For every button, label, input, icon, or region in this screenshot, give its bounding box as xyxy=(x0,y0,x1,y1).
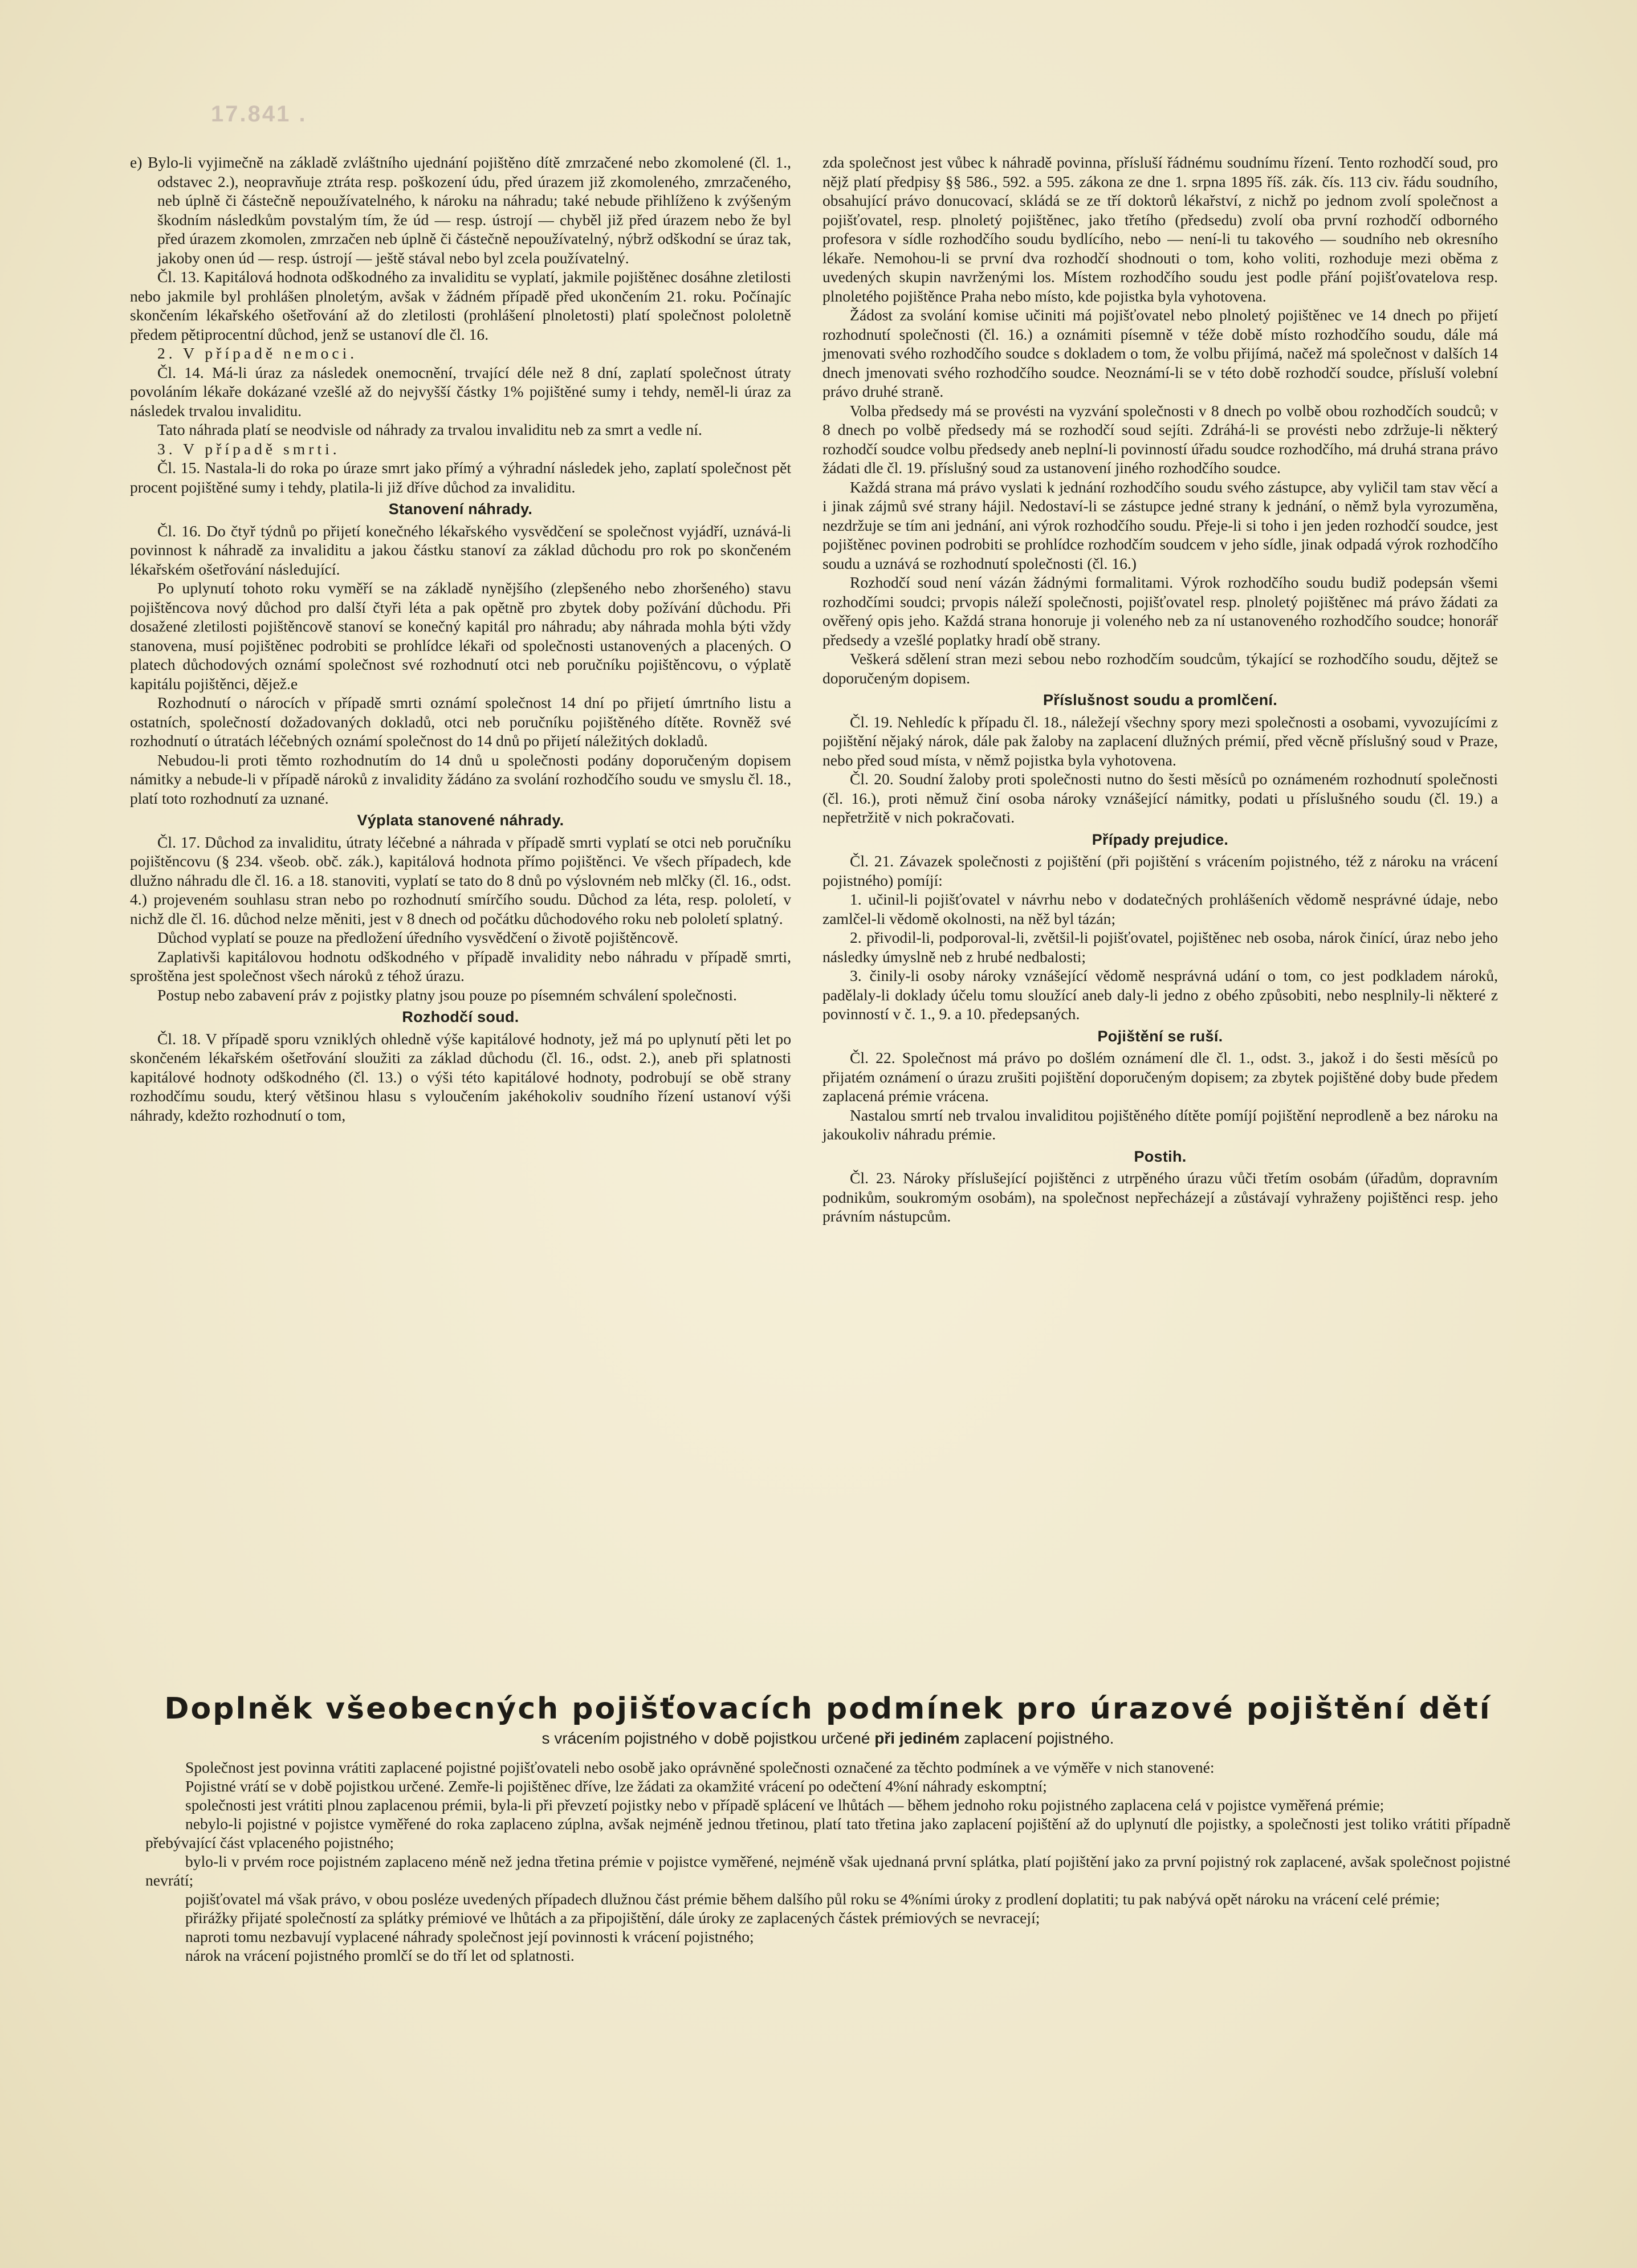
paragraph: Rozhodčí soud není vázán žádnými formalitami. Výrok rozhodčího soudu budiž podepsán všemi rozhodčími soudci; prvopis náleží společnosti, pojišťovatel resp. plnoletý pojištěnec má právo žádati za ověřený opis jeho. Každá strana honoruje ji voleného neb za ní ustanoveného rozhodčího soudce; honorář předsedy a vzešlé poplatky hradí obě strany. xyxy=(822,573,1498,649)
supplement-paragraph: společnosti jest vrátiti plnou zaplacenou prémii, byla-li při převzetí pojistky nebo v případě splácení ve lhůtách — během jednoho roku pojistného zaplacena celá v pojistce vyměřená prémie; xyxy=(185,1796,1384,1814)
paragraph: 3. V případě smrti. xyxy=(157,439,340,458)
paragraph: 2. V případě nemoci. xyxy=(157,344,358,362)
paragraph: Tato náhrada platí se neodvisle od náhrady za trvalou invaliditu neb za smrt a vedle ní. xyxy=(157,421,702,438)
paragraph: Čl. 21. Závazek společnosti z pojištění (při pojištění s vrácením pojistného, též z nároku na vrácení pojistného) pomíjí: xyxy=(822,852,1498,889)
supplement-title: Doplněk všeobecných pojišťovacích podmínek pro úrazové pojištění dětí xyxy=(164,1692,1492,1726)
subtitle-part-1: s vrácením pojistného v době pojistkou určené xyxy=(541,1729,870,1747)
paragraph: Volba předsedy má se provésti na vyzvání společnosti v 8 dnech po volbě obou rozhodčích soudců; v 8 dnech po volbě předsedy má se rozhodčí soud sejíti. Zdráhá-li se provésti nebo zdržuje-li některý rozhodčí soudce volbu předsedy aneb neplní-li povinností úřadu soudce rozhodčího, má druhá strana právo žádati dle čl. 19. příslušný soud za ustanovení jiného rozhodčího soudce. xyxy=(822,401,1498,477)
supplement-paragraph: Pojistné vrátí se v době pojistkou určené. Zemře-li pojištěnec dříve, lze žádati za okamžité vrácení po odečtení 4%ní náhrady eskomptní; xyxy=(185,1777,1047,1795)
subtitle-part-2: zaplacení pojistného. xyxy=(964,1729,1114,1747)
paragraph: Čl. 19. Nehledíc k případu čl. 18., náležejí všechny spory mezi společnosti a osobami, vyvozujícími z pojištění nějaký nárok, dále pak žaloby na zaplacení dlužných prémií, před věcně příslušný soud v Praze, nebo před soud místa, v němž pojistka byla vyhotovena. xyxy=(822,712,1498,769)
paragraph: 2. přivodil-li, podporoval-li, zvětšil-li pojišťovatel, pojištěnec neb osoba, nárok činící, úraz nebo jeho následky úmyslně neb z hrubé nedbalosti; xyxy=(822,929,1498,966)
supplement-section xyxy=(145,1692,1510,1965)
paragraph: Čl. 16. Do čtyř týdnů po přijetí konečného lékařského vysvědčení se společnost vyjádří, uznává-li povinnost k náhradě za invaliditu a jakou částku stanoví za základ důchodu pro rok po skončeném lékařském ošetřování následující. xyxy=(130,522,791,578)
paragraph: zda společnost jest vůbec k náhradě povinna, přísluší řádnému soudnímu řízení. Tento rozhodčí soud, pro nějž platí předpisy §§ 586., 592. a 595. zákona ze dne 1. srpna 1895 říš. zák. čís. 113 civ. řádu soudního, obsahující právo donucovací, skládá se ze tří doktorů lékařství, z nichž po jednom zvolí společnost a pojišťovatel, resp. plnoletý pojištěnec, jako třetího (předsedu) zvolí oba první rozhodčí odborného profesora v sídle rozhodčího soudu bydlícího, nebo — není-li tu takového — soudního neb okresního lékaře. Nemohou-li se první dva rozhodčí shodnouti o tom, koho voliti, rozhoduje mezi oběma z uvedených skupin navrženými los. Místem rozhodčího soudu jest podle přání pojišťovatelova resp. plnoletého pojištěnce Praha nebo místo, kde pojistka byla vyhotovena. xyxy=(822,153,1498,305)
right-column xyxy=(822,153,1498,1226)
paragraph: Čl. 14. Má-li úraz za následek onemocnění, trvající déle než 8 dní, zaplatí společnost útraty povoláním lékaře dokázané vzešlé až do nejvyšší částky 1% pojištěné sumy i tehdy, neměl-li úraz za následek trvalou invaliditu. xyxy=(130,363,791,420)
paragraph: Čl. 20. Soudní žaloby proti společnosti nutno do šesti měsíců po oznámeném rozhodnutí společnosti (čl. 16.), proti němuž činí osoba nároky vznášející námitky, podati u příslušného soudu (čl. 19.) a nepřetržitě v nich pokračovati. xyxy=(822,770,1498,826)
section-heading: Stanovení náhrady. xyxy=(388,500,533,518)
paragraph: Čl. 23. Nároky příslušející pojištěnci z utrpěného úrazu vůči třetím osobám (úřadům, dopravním podnikům, soukromým osobám), na společnost nepřecházejí a zůstávají vyhraženy pojištěnci resp. jeho právním nástupcům. xyxy=(822,1169,1498,1225)
paragraph: Čl. 22. Společnost má právo po došlém oznámení dle čl. 1., odst. 3., jakož i do šesti měsíců po přijatém oznámení o úrazu zrušiti pojištění doporučeným dopisem; za zbytek pojištěné doby bude předem zaplacená prémie vrácena. xyxy=(822,1049,1498,1105)
supplement-paragraph: nebylo-li pojistné v pojistce vyměřené do roka zaplaceno zúplna, avšak nejméně jednou třetinou, platí tato třetina jako zaplacení pojištění až do uplynutí dle pojistky, a společnosti jest toliko vrátiti případně přebývající část vplaceného pojistného; xyxy=(145,1815,1510,1851)
supplement-body xyxy=(145,1758,1510,1965)
paragraph: Čl. 13. Kapitálová hodnota odškodného za invaliditu se vyplatí, jakmile pojištěnec dosáhne zletilosti nebo jakmile byl prohlášen plnoletým, avšak v žádném případě před ukončením 21. roku. Počínajíc skončením lékařského ošetřování až do zletilosti (prohlášení plnoletosti) platí společnost pololetně předem pětiprocentní důchod, jenž se ustanoví dle čl. 16. xyxy=(130,268,791,343)
faded-stamp: 17.841 . xyxy=(211,101,307,127)
supplement-paragraph: pojišťovatel má však právo, v obou posléze uvedených případech dlužnou část prémie během dalšího půl roku se 4%ními úroky z prodlení doplatiti; tu pak nabývá opět nároku na vrácení celé prémie; xyxy=(185,1890,1440,1908)
supplement-paragraph: přirážky přijaté společností za splátky prémiové ve lhůtách a za připojištění, dále úroky ze zaplacených částek prémiových se nevracejí; xyxy=(185,1909,1040,1927)
paragraph: Čl. 17. Důchod za invaliditu, útraty léčebné a náhrada v případě smrti vyplatí se otci neb poručníku pojištěncovu (§ 234. všeob. obč. zák.), kapitálová hodnota přímo pojištěnci. Ve všech případech, kde dlužno náhradu dle čl. 16. a 18. stanoviti, vyplatí se tato do 8 dnů po výslovném neb mlčky (čl. 16., odst. 4.) projeveném souhlasu stran nebo po rozhodnutí smírčího soudu. Důchod za léta, resp. pololetí, v nichž dle čl. 16. důchod nelze měniti, jest v 8 dnech od počátku důchodového roku neb pololetí splatný. xyxy=(130,833,791,927)
paragraph: Nebudou-li proti těmto rozhodnutím do 14 dnů u společnosti podány doporučeným dopisem námitky a nebude-li v případě nároků z invalidity žádáno za svolání rozhodčího soudu ve smyslu čl. 18., platí toto rozhodnutí za uznané. xyxy=(130,751,791,807)
paragraph: 3. činily-li osoby nároky vznášející vědomě nesprávná udání o tom, co jest podkladem nároků, padělaly-li doklady účelu tomu sloužící aneb daly-li jedno z obého způsobiti, nebo nesplnily-li některé z povinností v č. 1., 9. a 10. předepsaných. xyxy=(822,967,1498,1023)
section-heading: Postih. xyxy=(1134,1147,1187,1165)
subtitle-bold: při jediném xyxy=(874,1729,960,1747)
paragraph: 1. učinil-li pojišťovatel v návrhu nebo v dodatečných prohlášeních vědomě nesprávné údaje, nebo zamlčel-li vědomě okolnosti, na něž byl tázán; xyxy=(822,890,1498,927)
paragraph: Důchod vyplatí se pouze na předložení úředního vysvědčení o životě pojištěncově. xyxy=(157,929,679,946)
supplement-subtitle xyxy=(145,1729,1510,1748)
supplement-paragraph: Společnost jest povinna vrátiti zaplacené pojistné pojišťovateli nebo osobě jako oprávněné společnosti označené za těchto podmínek a ve výměře v nich stanovené: xyxy=(185,1758,1215,1776)
paragraph: Nastalou smrtí neb trvalou invaliditou pojištěného dítěte pomíjí pojištění neprodleně a bez nároku na jakoukoliv náhradu prémie. xyxy=(822,1106,1498,1143)
paragraph: Čl. 18. V případě sporu vzniklých ohledně výše kapitálové hodnoty, jež má po uplynutí pěti let po skončeném lékařském ošetřování sloužiti za základ důchodu (čl. 16., odst. 2.), aneb při splatnosti kapitálové hodnoty odškodného (čl. 13.) o výši této kapitálové hodnoty, podrobují se obě strany rozhodčímu soudu, který většinou hlasu s vyloučením jakéhokoliv soudního řízení ustanoví výši náhrady, kdežto rozhodnutí o tom, xyxy=(130,1029,791,1124)
paragraph: Rozhodnutí o nárocích v případě smrti oznámí společnost 14 dní po přijetí úmrtního listu a ostatních, společností dožadovaných dokladů, otci neb poručníku pojištěného dítěte. Rovněž své rozhodnutí o útratách léčebných oznámí společnost do 14 dnů po přijetí náležitých dokladů. xyxy=(130,694,791,750)
left-column xyxy=(130,153,791,1125)
paragraph: Veškerá sdělení stran mezi sebou nebo rozhodčím soudcům, týkající se rozhodčího soudu, dějtež se doporučeným dopisem. xyxy=(822,650,1498,687)
supplement-paragraph: nárok na vrácení pojistného promlčí se do tří let od splatnosti. xyxy=(185,1947,575,1964)
supplement-paragraph: naproti tomu nezbavují vyplacené náhrady společnost její povinnosti k vrácení pojistného; xyxy=(185,1928,754,1945)
paragraph: Po uplynutí tohoto roku vyměří se na základě nynějšího (zlepšeného nebo zhoršeného) stavu pojištěncova nový důchod pro další čtyři léta a pak opětně pro zbytek doby požívání důchodu. Při dosažené zletilosti pojištěncově stanoví se konečný kapitál pro náhradu; aby náhrada mohla býti vždy stanovena, musí pojištěnec podrobiti se prohlídce lékaři od společnosti ustanovených a placených. O platech důchodových oznámí společnost své rozhodnutí otci neb poručníku pojištěncovu, o výplatě kapitálu pojištěnci, dějež.e xyxy=(130,579,791,693)
section-heading: Rozhodčí soud. xyxy=(402,1008,519,1025)
list-item: e) Bylo-li vyjimečně na základě zvláštního ujednání pojištěno dítě zmrzačené nebo zkomolené (čl. 1., odstavec 2.), neopravňuje ztráta resp. poškození údu, před úrazem již zkomoleného, zmrzačeného, neb úplně či částečně nepoužívatelného, k nároku na náhradu; také nebude přihlíženo k zvýšeným škodním následkům povstalým tím, že úd — resp. ústrojí — chyběl již před úrazem nebo že byl před úrazem zkomolen, zmrzačen neb úplně či částečně nepoužívatelný, nýbrž odškodní se úraz tak, jakoby onen úd — resp. ústrojí — ještě stával nebo byl zcela používatelný. xyxy=(130,153,791,267)
section-heading: Případy prejudice. xyxy=(1092,830,1229,848)
paragraph: Zaplativši kapitálovou hodnotu odškodného v případě invalidity nebo náhradu v případě smrti, sproštěna jest společnost všech nároků z téhož úrazu. xyxy=(130,947,791,984)
paragraph: Každá strana má právo vyslati k jednání rozhodčího soudu svého zástupce, aby vyličil tam stav věcí a i jinak zájmů své strany hájil. Nedostaví-li se zástupce jedné strany k jednání, o němž byla vyrozuměna, nezdržuje se tím ani jednání, ani výrok rozhodčího soudu. Přeje-li si toho i jen jeden rozhodčí soudce, jest pojištěnec povinen podrobiti se prohlídce rozhodčím soudcem v jeho sídle, jinak odpadá výrok rozhodčího soudu a uznává se rozhodnutí společnosti (čl. 16.) xyxy=(822,478,1498,572)
paragraph: Čl. 15. Nastala-li do roka po úraze smrt jako přímý a výhradní následek jeho, zaplatí společnost pět procent pojištěné sumy i tehdy, platila-li již dříve důchod za invaliditu. xyxy=(130,459,791,496)
paragraph: Žádost za svolání komise učiniti má pojišťovatel nebo plnoletý pojištěnec ve 14 dnech po přijetí rozhodnutí společnosti (čl. 16.) a oznámiti písemně v téže době místo rozhodčího soudu, dále má jmenovati svého rozhodčího soudce s dokladem o tom, že volbu přijímá, načež má společnost v dalších 14 dnech jmenovati svého rozhodčího soudce. Neoznámí-li se v této době rozhodčí soudce, přísluší volební právo druhé straně. xyxy=(822,306,1498,400)
section-heading: Výplata stanovené náhrady. xyxy=(357,812,564,829)
supplement-paragraph: bylo-li v prvém roce pojistném zaplaceno méně než jedna třetina prémie v pojistce vyměřené, nejméně však ujednaná první splátka, platí pojištění jako za první pojistný rok zaplacené, avšak společnost pojistné nevrátí; xyxy=(145,1852,1510,1889)
section-heading: Pojištění se ruší. xyxy=(1097,1027,1223,1045)
paragraph: Postup nebo zabavení práv z pojistky platny jsou pouze po písemném schválení společnosti. xyxy=(157,986,737,1004)
section-heading: Příslušnost soudu a promlčení. xyxy=(1043,691,1278,709)
